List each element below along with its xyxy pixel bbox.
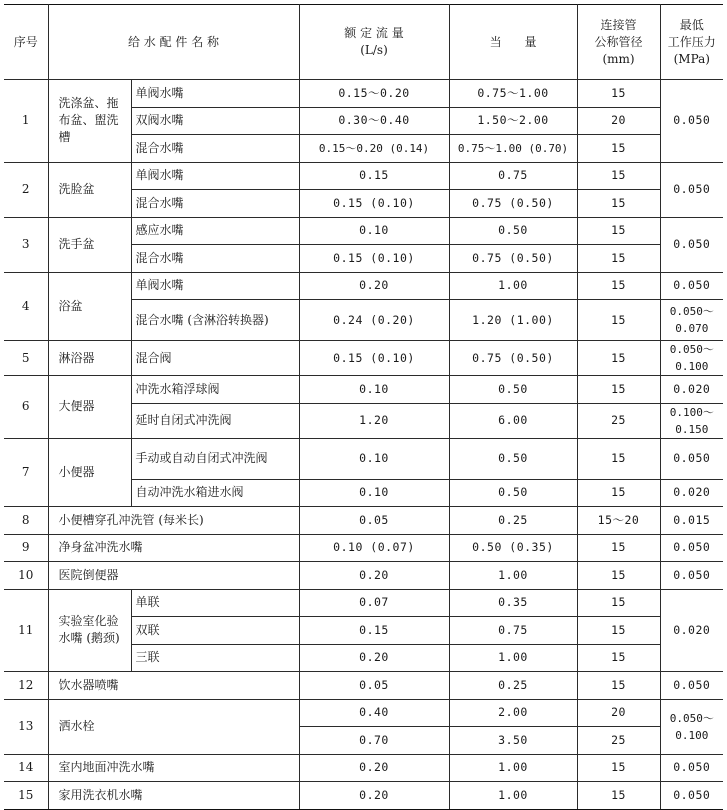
flow-value: 0.15 — [299, 162, 449, 190]
table-row — [4, 217, 723, 245]
diameter-value: 15 — [577, 272, 660, 300]
sub-fixture: 混合水嘴 — [131, 245, 299, 273]
flow-value: 0.10 — [299, 217, 449, 245]
fixture-name: 大便器 — [48, 376, 131, 439]
pressure-value: 0.050～0.070 — [660, 300, 723, 341]
table-row — [4, 589, 723, 617]
flow-value: 0.24 (0.20) — [299, 300, 449, 341]
sub-fixture: 感应水嘴 — [131, 217, 299, 245]
row-no: 7 — [4, 438, 48, 507]
flow-value: 0.70 — [299, 727, 449, 755]
header-fixture-name: 给 水 配 件 名 称 — [48, 5, 299, 80]
pressure-value: 0.020 — [660, 589, 723, 672]
flow-value: 0.15 (0.10) — [299, 245, 449, 273]
row-no: 13 — [4, 699, 48, 754]
sub-fixture: 单联 — [131, 589, 299, 617]
diameter-value: 15 — [577, 754, 660, 782]
table-row — [4, 672, 723, 700]
equivalent-value: 1.00 — [449, 754, 577, 782]
diameter-value: 20 — [577, 107, 660, 135]
flow-value: 0.15～0.20 (0.14) — [299, 135, 449, 163]
diameter-value: 25 — [577, 727, 660, 755]
diameter-value: 15 — [577, 162, 660, 190]
row-no: 14 — [4, 754, 48, 782]
flow-value: 1.20 — [299, 403, 449, 438]
fixture-name: 家用洗衣机水嘴 — [48, 782, 299, 810]
diameter-value: 15 — [577, 562, 660, 590]
diameter-value: 25 — [577, 403, 660, 438]
flow-value: 0.15～0.20 — [299, 80, 449, 108]
table-row — [4, 376, 723, 404]
flow-value: 0.10 — [299, 438, 449, 479]
flow-value: 0.30～0.40 — [299, 107, 449, 135]
equivalent-value: 0.25 — [449, 507, 577, 535]
flow-value: 0.05 — [299, 507, 449, 535]
pressure-value: 0.050 — [660, 672, 723, 700]
equivalent-value: 1.00 — [449, 562, 577, 590]
equivalent-value: 1.00 — [449, 782, 577, 810]
fixture-name: 饮水器喷嘴 — [48, 672, 299, 700]
row-no: 9 — [4, 534, 48, 562]
flow-value: 0.15 (0.10) — [299, 190, 449, 218]
equivalent-value: 0.50 — [449, 217, 577, 245]
sub-fixture: 手动或自动自闭式冲洗阀 — [131, 438, 299, 479]
sub-fixture: 单阀水嘴 — [131, 162, 299, 190]
fixture-name: 洗手盆 — [48, 217, 131, 272]
pressure-value: 0.050 — [660, 534, 723, 562]
flow-value: 0.40 — [299, 699, 449, 727]
fixture-name: 淋浴器 — [48, 341, 131, 376]
sub-fixture: 自动冲洗水箱进水阀 — [131, 479, 299, 507]
flow-value: 0.15 (0.10) — [299, 341, 449, 376]
water-fixture-table — [4, 4, 723, 810]
pressure-value: 0.050 — [660, 217, 723, 272]
diameter-value: 15 — [577, 438, 660, 479]
fixture-name: 洒水栓 — [48, 699, 299, 754]
sub-fixture: 双联 — [131, 617, 299, 645]
diameter-value: 15 — [577, 782, 660, 810]
header-pipe-line3: (mm) — [602, 51, 635, 66]
equivalent-value: 0.75 — [449, 162, 577, 190]
pressure-value: 0.050 — [660, 438, 723, 479]
header-pipe-diameter — [577, 5, 660, 80]
sub-fixture: 混合水嘴 — [131, 135, 299, 163]
flow-value: 0.07 — [299, 589, 449, 617]
sub-fixture: 单阀水嘴 — [131, 80, 299, 108]
pressure-value: 0.100～0.150 — [660, 403, 723, 438]
table-row — [4, 80, 723, 108]
equivalent-value: 0.50 — [449, 479, 577, 507]
diameter-value: 15 — [577, 644, 660, 672]
fixture-name: 室内地面冲洗水嘴 — [48, 754, 299, 782]
sub-fixture: 三联 — [131, 644, 299, 672]
diameter-value: 15 — [577, 672, 660, 700]
equivalent-value: 1.20 (1.00) — [449, 300, 577, 341]
fixture-name: 小便槽穿孔冲洗管 (每米长) — [48, 507, 299, 535]
equivalent-value: 0.75～1.00 (0.70) — [449, 135, 577, 163]
table-row — [4, 534, 723, 562]
equivalent-value: 0.50 — [449, 438, 577, 479]
equivalent-value: 0.75 (0.50) — [449, 245, 577, 273]
equivalent-value: 0.50 (0.35) — [449, 534, 577, 562]
diameter-value: 15 — [577, 589, 660, 617]
pressure-value: 0.050～0.100 — [660, 699, 723, 754]
diameter-value: 15～20 — [577, 507, 660, 535]
table-row — [4, 699, 723, 727]
header-flow-unit: (L/s) — [360, 43, 388, 57]
row-no: 1 — [4, 80, 48, 163]
pressure-value: 0.050 — [660, 782, 723, 810]
pressure-value: 0.050 — [660, 562, 723, 590]
diameter-value: 15 — [577, 217, 660, 245]
flow-value: 0.20 — [299, 754, 449, 782]
table-row — [4, 782, 723, 810]
table-row — [4, 272, 723, 300]
equivalent-value: 1.50～2.00 — [449, 107, 577, 135]
sub-fixture: 双阀水嘴 — [131, 107, 299, 135]
equivalent-value: 0.75～1.00 — [449, 80, 577, 108]
pressure-value: 0.015 — [660, 507, 723, 535]
equivalent-value: 6.00 — [449, 403, 577, 438]
header-equivalent: 当 量 — [449, 5, 577, 80]
pressure-value: 0.020 — [660, 479, 723, 507]
equivalent-value: 2.00 — [449, 699, 577, 727]
equivalent-value: 3.50 — [449, 727, 577, 755]
row-no: 3 — [4, 217, 48, 272]
flow-value: 0.15 — [299, 617, 449, 645]
diameter-value: 15 — [577, 135, 660, 163]
row-no: 11 — [4, 589, 48, 672]
equivalent-value: 1.00 — [449, 272, 577, 300]
table-row — [4, 341, 723, 376]
equivalent-value: 0.75 — [449, 617, 577, 645]
row-no: 15 — [4, 782, 48, 810]
row-no: 2 — [4, 162, 48, 217]
table-row — [4, 562, 723, 590]
flow-value: 0.10 — [299, 479, 449, 507]
sub-fixture: 混合阀 — [131, 341, 299, 376]
pressure-value: 0.050～0.100 — [660, 341, 723, 376]
pressure-value: 0.050 — [660, 272, 723, 300]
equivalent-value: 0.50 — [449, 376, 577, 404]
header-rated-flow — [299, 5, 449, 80]
diameter-value: 15 — [577, 617, 660, 645]
table-header-row — [4, 5, 723, 80]
pressure-value: 0.050 — [660, 80, 723, 163]
row-no: 5 — [4, 341, 48, 376]
row-no: 6 — [4, 376, 48, 439]
sub-fixture: 混合水嘴 — [131, 190, 299, 218]
row-no: 12 — [4, 672, 48, 700]
flow-value: 0.20 — [299, 782, 449, 810]
diameter-value: 15 — [577, 300, 660, 341]
pressure-value: 0.020 — [660, 376, 723, 404]
equivalent-value: 0.75 (0.50) — [449, 190, 577, 218]
diameter-value: 15 — [577, 341, 660, 376]
flow-value: 0.10 (0.07) — [299, 534, 449, 562]
fixture-name: 净身盆冲洗水嘴 — [48, 534, 299, 562]
flow-value: 0.05 — [299, 672, 449, 700]
diameter-value: 15 — [577, 479, 660, 507]
sub-fixture: 混合水嘴 (含淋浴转换器) — [131, 300, 299, 341]
fixture-name: 实验室化验水嘴 (鹅颈) — [48, 589, 131, 672]
row-no: 8 — [4, 507, 48, 535]
header-seq: 序号 — [4, 5, 48, 80]
table-row — [4, 754, 723, 782]
table-row — [4, 438, 723, 479]
row-no: 4 — [4, 272, 48, 341]
equivalent-value: 0.25 — [449, 672, 577, 700]
diameter-value: 20 — [577, 699, 660, 727]
equivalent-value: 0.35 — [449, 589, 577, 617]
fixture-name: 洗脸盆 — [48, 162, 131, 217]
diameter-value: 15 — [577, 80, 660, 108]
sub-fixture: 延时自闭式冲洗阀 — [131, 403, 299, 438]
flow-value: 0.20 — [299, 562, 449, 590]
header-pres-line1: 最低 — [679, 17, 704, 32]
header-pipe-line1: 连接管 — [600, 17, 637, 32]
flow-value: 0.10 — [299, 376, 449, 404]
diameter-value: 15 — [577, 245, 660, 273]
sub-fixture: 冲洗水箱浮球阀 — [131, 376, 299, 404]
flow-value: 0.20 — [299, 272, 449, 300]
header-min-pressure — [660, 5, 723, 80]
equivalent-value: 0.75 (0.50) — [449, 341, 577, 376]
header-pipe-line2: 公称管径 — [594, 34, 643, 49]
pressure-value: 0.050 — [660, 162, 723, 217]
diameter-value: 15 — [577, 534, 660, 562]
header-flow-label: 额 定 流 量 — [344, 26, 404, 40]
table-row — [4, 162, 723, 190]
fixture-name: 医院倒便器 — [48, 562, 299, 590]
header-pres-line2: 工作压力 — [667, 34, 716, 49]
pressure-value: 0.050 — [660, 754, 723, 782]
fixture-name: 洗涤盆、拖布盆、盥洗槽 — [48, 80, 131, 163]
row-no: 10 — [4, 562, 48, 590]
fixture-name: 小便器 — [48, 438, 131, 507]
flow-value: 0.20 — [299, 644, 449, 672]
header-pres-line3: (MPa) — [673, 51, 710, 66]
diameter-value: 15 — [577, 376, 660, 404]
table-row — [4, 507, 723, 535]
diameter-value: 15 — [577, 190, 660, 218]
sub-fixture: 单阀水嘴 — [131, 272, 299, 300]
fixture-name: 浴盆 — [48, 272, 131, 341]
equivalent-value: 1.00 — [449, 644, 577, 672]
